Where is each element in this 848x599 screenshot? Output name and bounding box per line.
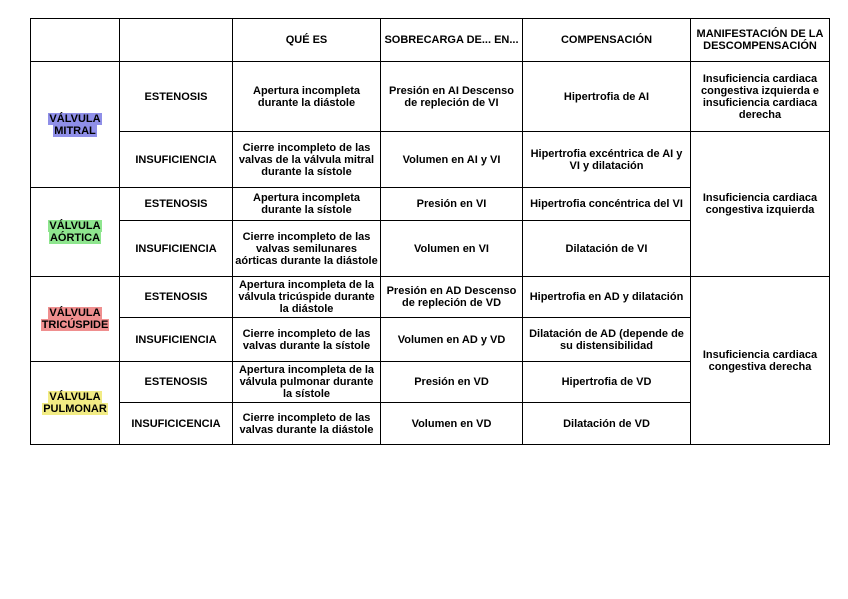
valve-name-line1: VÁLVULA xyxy=(49,220,101,232)
valve-name-line2: PULMONAR xyxy=(43,403,107,415)
header-manifestacion: MANIFESTACIÓN DE LA DESCOMPENSACIÓN xyxy=(691,19,830,62)
table-row xyxy=(31,277,830,318)
que-es-cell: Cierre incompleto de las valvas semilunares aórticas durante la diástole xyxy=(233,221,381,277)
manifestacion-mitral-estenosis: Insuficiencia cardiaca congestiva izquierda e insuficiencia cardiaca derecha xyxy=(691,62,830,132)
compensacion-cell: Hipertrofia de VD xyxy=(523,362,691,403)
valve-name-line2: AÓRTICA xyxy=(49,232,101,244)
table-row xyxy=(31,132,830,188)
compensacion-cell: Hipertrofia excéntrica de AI y VI y dilatación xyxy=(523,132,691,188)
header-row xyxy=(31,19,830,62)
compensacion-cell: Hipertrofia de AI xyxy=(523,62,691,132)
compensacion-cell: Dilatación de AD (depende de su distensibilidad xyxy=(523,318,691,362)
que-es-cell: Apertura incompleta durante la sístole xyxy=(233,188,381,221)
lesion-type: ESTENOSIS xyxy=(120,188,233,221)
compensacion-cell: Dilatación de VI xyxy=(523,221,691,277)
lesion-type: ESTENOSIS xyxy=(120,62,233,132)
header-compensacion: COMPENSACIÓN xyxy=(523,19,691,62)
valve-name-line2: TRICÚSPIDE xyxy=(41,319,109,331)
compensacion-cell: Hipertrofia en AD y dilatación xyxy=(523,277,691,318)
header-empty-type xyxy=(120,19,233,62)
lesion-type: INSUFICIENCIA xyxy=(120,132,233,188)
que-es-cell: Cierre incompleto de las valvas durante la diástole xyxy=(233,403,381,445)
sobrecarga-cell: Presión en AD Descenso de repleción de VD xyxy=(381,277,523,318)
que-es-cell: Apertura incompleta de la válvula tricúspide durante la diástole xyxy=(233,277,381,318)
sobrecarga-cell: Volumen en VI xyxy=(381,221,523,277)
compensacion-cell: Dilatación de VD xyxy=(523,403,691,445)
sobrecarga-cell: Volumen en VD xyxy=(381,403,523,445)
header-empty-valve xyxy=(31,19,120,62)
sobrecarga-cell: Presión en VD xyxy=(381,362,523,403)
valve-pulmonar xyxy=(31,362,120,445)
sobrecarga-cell: Volumen en AD y VD xyxy=(381,318,523,362)
que-es-cell: Apertura incompleta de la válvula pulmonar durante la sístole xyxy=(233,362,381,403)
que-es-cell: Cierre incompleto de las valvas durante la sístole xyxy=(233,318,381,362)
manifestacion-izquierda: Insuficiencia cardiaca congestiva izquierda xyxy=(691,132,830,277)
lesion-type: INSUFICICENCIA xyxy=(120,403,233,445)
valve-name-line1: VÁLVULA xyxy=(49,391,101,403)
que-es-cell: Cierre incompleto de las valvas de la válvula mitral durante la sístole xyxy=(233,132,381,188)
sobrecarga-cell: Presión en AI Descenso de repleción de VI xyxy=(381,62,523,132)
lesion-type: ESTENOSIS xyxy=(120,277,233,318)
que-es-cell: Apertura incompleta durante la diástole xyxy=(233,62,381,132)
compensacion-cell: Hipertrofia concéntrica del VI xyxy=(523,188,691,221)
header-sobrecarga: SOBRECARGA DE... EN... xyxy=(381,19,523,62)
lesion-type: INSUFICIENCIA xyxy=(120,221,233,277)
valve-name-line1: VÁLVULA xyxy=(49,112,101,125)
table-row xyxy=(31,62,830,132)
valve-tricuspide xyxy=(31,277,120,362)
valve-name-line1: VÁLVULA xyxy=(49,307,101,319)
sobrecarga-cell: Presión en VI xyxy=(381,188,523,221)
header-que-es: QUÉ ES xyxy=(233,19,381,62)
lesion-type: ESTENOSIS xyxy=(120,362,233,403)
sobrecarga-cell: Volumen en AI y VI xyxy=(381,132,523,188)
lesion-type: INSUFICIENCIA xyxy=(120,318,233,362)
valve-mitral xyxy=(31,62,120,188)
valvulopathy-table xyxy=(30,18,830,445)
valve-aortica xyxy=(31,188,120,277)
valve-name-line2: MITRAL xyxy=(54,124,96,137)
manifestacion-derecha: Insuficiencia cardiaca congestiva derecha xyxy=(691,277,830,445)
